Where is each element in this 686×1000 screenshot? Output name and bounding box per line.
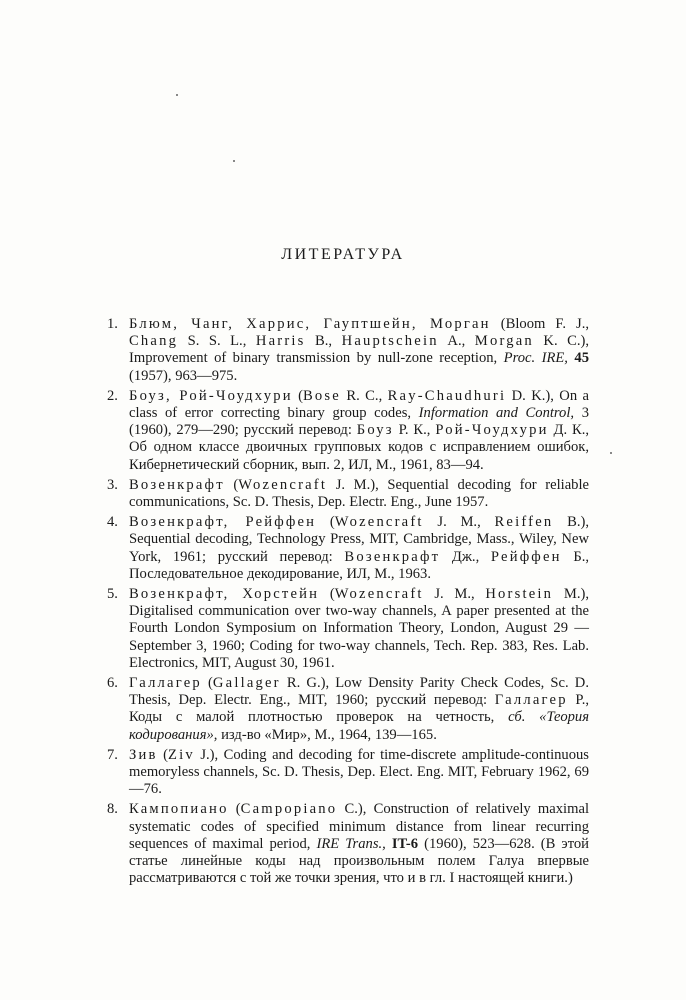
reference-text: A.,	[438, 333, 475, 350]
reference-text: Б., Последовательное декодирование, ИЛ, М., 1963.	[129, 548, 589, 582]
reference-text: Morgan	[474, 333, 534, 350]
reference-text: R. G.), Low Density Parity Check Codes, Sc. D. Thesis, Dep. Electr. Eng., MIT, 1960; русский перевод:	[129, 675, 589, 709]
reference-item	[107, 586, 589, 672]
reference-text: Proc. IRE,	[503, 350, 568, 367]
reference-item	[107, 388, 589, 474]
reference-text: Harris	[255, 333, 306, 350]
reference-text: Возенкрафт, Рейффен	[129, 514, 317, 531]
reference-text: Возенкрафт	[344, 548, 441, 565]
reference-text: Gallager	[212, 675, 281, 692]
reference-number: 3.	[107, 476, 118, 493]
reference-text: Р., Коды с малой плотностью проверок на четность,	[129, 692, 589, 726]
reference-text: Галлагер	[129, 675, 202, 692]
reference-text: C.), Construction of relatively maximal systematic codes of specified minimum distance from linear recurring sequences of maximal period,	[129, 801, 589, 852]
scan-speck	[176, 94, 178, 96]
scan-speck	[610, 452, 612, 454]
reference-text: Возенкрафт	[129, 476, 225, 493]
reference-text: (	[201, 675, 213, 692]
reference-text: Рейффен	[490, 548, 562, 565]
reference-text: Возенкрафт, Хорстейн	[129, 586, 320, 603]
reference-number: 6.	[107, 675, 118, 692]
reference-text: Ray-Chaudhuri	[387, 387, 507, 404]
reference-text: (	[292, 387, 303, 404]
reference-item	[107, 477, 589, 511]
reference-text: Р. К.,	[393, 422, 436, 439]
reference-text: Campopiano	[240, 801, 338, 818]
reference-text: Bose	[303, 387, 341, 404]
reference-text: (	[316, 514, 335, 531]
reference-text: Галлагер	[494, 692, 568, 709]
reference-text: Зив	[129, 746, 158, 763]
reference-text: B.,	[305, 333, 342, 350]
reference-text: R. C.,	[341, 387, 388, 404]
reference-text: Chang	[129, 333, 179, 350]
reference-text: изд-во «Мир», М., 1964, 139—165.	[217, 726, 437, 743]
reference-text: Рой-Чоудхури	[435, 422, 549, 439]
page-title: ЛИТЕРАТУРА	[281, 246, 405, 263]
reference-text: J. M.), Sequential decoding for reliable communications, Sc. D. Thesis, Dep. Electr. Eng., June 1957.	[129, 476, 589, 511]
reference-number: 4.	[107, 514, 118, 531]
reference-number: 7.	[107, 746, 118, 763]
reference-text: Ziv	[167, 746, 195, 763]
reference-number: 1.	[107, 316, 118, 332]
reference-text: (1957), 963—975.	[129, 367, 238, 384]
reference-text: Wozencraft	[238, 476, 328, 493]
reference-text: Блюм, Чанг, Харрис, Гауптшейн, Морган	[129, 316, 491, 332]
reference-text: M.), Digitalised communication over two-way channels, A paper presented at the Fourth London Symposium on Information Theory, London, August 29 — September 3, 1960; Coding for two-way channels, Tech. Rep. 383, Res. Lab. Electronics, MIT, August 30, 1961.	[129, 586, 589, 671]
reference-text: Дж.,	[440, 548, 491, 565]
reference-text: S. S. L.,	[178, 333, 256, 350]
reference-text: Wozencraft	[334, 586, 424, 603]
reference-text: Reiffen	[494, 514, 554, 531]
reference-text: K. C.), Improvement of binary transmission by null-zone reception,	[129, 333, 590, 367]
reference-item	[107, 514, 589, 583]
reference-text: Боуз, Рой-Чоудхури	[129, 387, 293, 404]
reference-text: (1960), 523—628. (В этой статье линейные коды над произвольным полем Галуа впервые рассматриваются с той же точки зрения, что и в гл. I настоящей книги.)	[129, 835, 589, 887]
reference-text: Wozencraft	[334, 514, 424, 531]
reference-text: Кампопиано	[129, 801, 229, 818]
reference-text: D. K.), On a class of error correcting binary group codes,	[129, 387, 590, 422]
reference-text: J. M.,	[423, 586, 486, 603]
reference-text: J. M.,	[423, 514, 495, 531]
scan-speck	[233, 160, 235, 162]
reference-text: 45	[574, 350, 590, 367]
reference-text: (	[319, 586, 335, 603]
reference-text: (Bloom F. J.,	[490, 316, 589, 332]
reference-text: IRE Trans.,	[316, 835, 386, 852]
reference-text: (	[228, 801, 241, 818]
reference-text: Д. К., Об одном классе двоичных групповых кодов с исправлением ошибок, Кибернетический сборник, вып. 2, ИЛ, М., 1961, 83—94.	[129, 422, 590, 473]
reference-text: IT-6	[391, 835, 419, 852]
reference-text: Боуз	[356, 422, 394, 439]
reference-text: 3 (1960), 279—290; русский перевод:	[129, 405, 589, 439]
reference-item	[107, 747, 589, 799]
reference-list	[107, 316, 589, 891]
reference-text: Information and Control,	[418, 405, 575, 422]
reference-item	[107, 801, 589, 887]
reference-text: J.), Coding and decoding for time-discrete amplitude-continuous memoryless channels, Sc. D. Thesis, Dep. Elect. Eng. MIT, February 1962, 69—76.	[129, 746, 589, 798]
reference-item	[107, 316, 589, 385]
reference-text: Hauptschein	[341, 333, 439, 350]
reference-text: B.), Sequential decoding, Technology Press, MIT, Cambridge, Mass., Wiley, New York, 1961; русский перевод:	[129, 514, 589, 565]
reference-number: 8.	[107, 801, 118, 818]
reference-text: (	[157, 746, 168, 763]
reference-text: Horstein	[485, 586, 554, 603]
reference-number: 2.	[107, 387, 118, 404]
reference-number: 5.	[107, 586, 118, 603]
reference-item	[107, 675, 589, 744]
reference-text: сб. «Теория кодирования»,	[129, 709, 589, 743]
reference-text: (	[224, 476, 239, 493]
